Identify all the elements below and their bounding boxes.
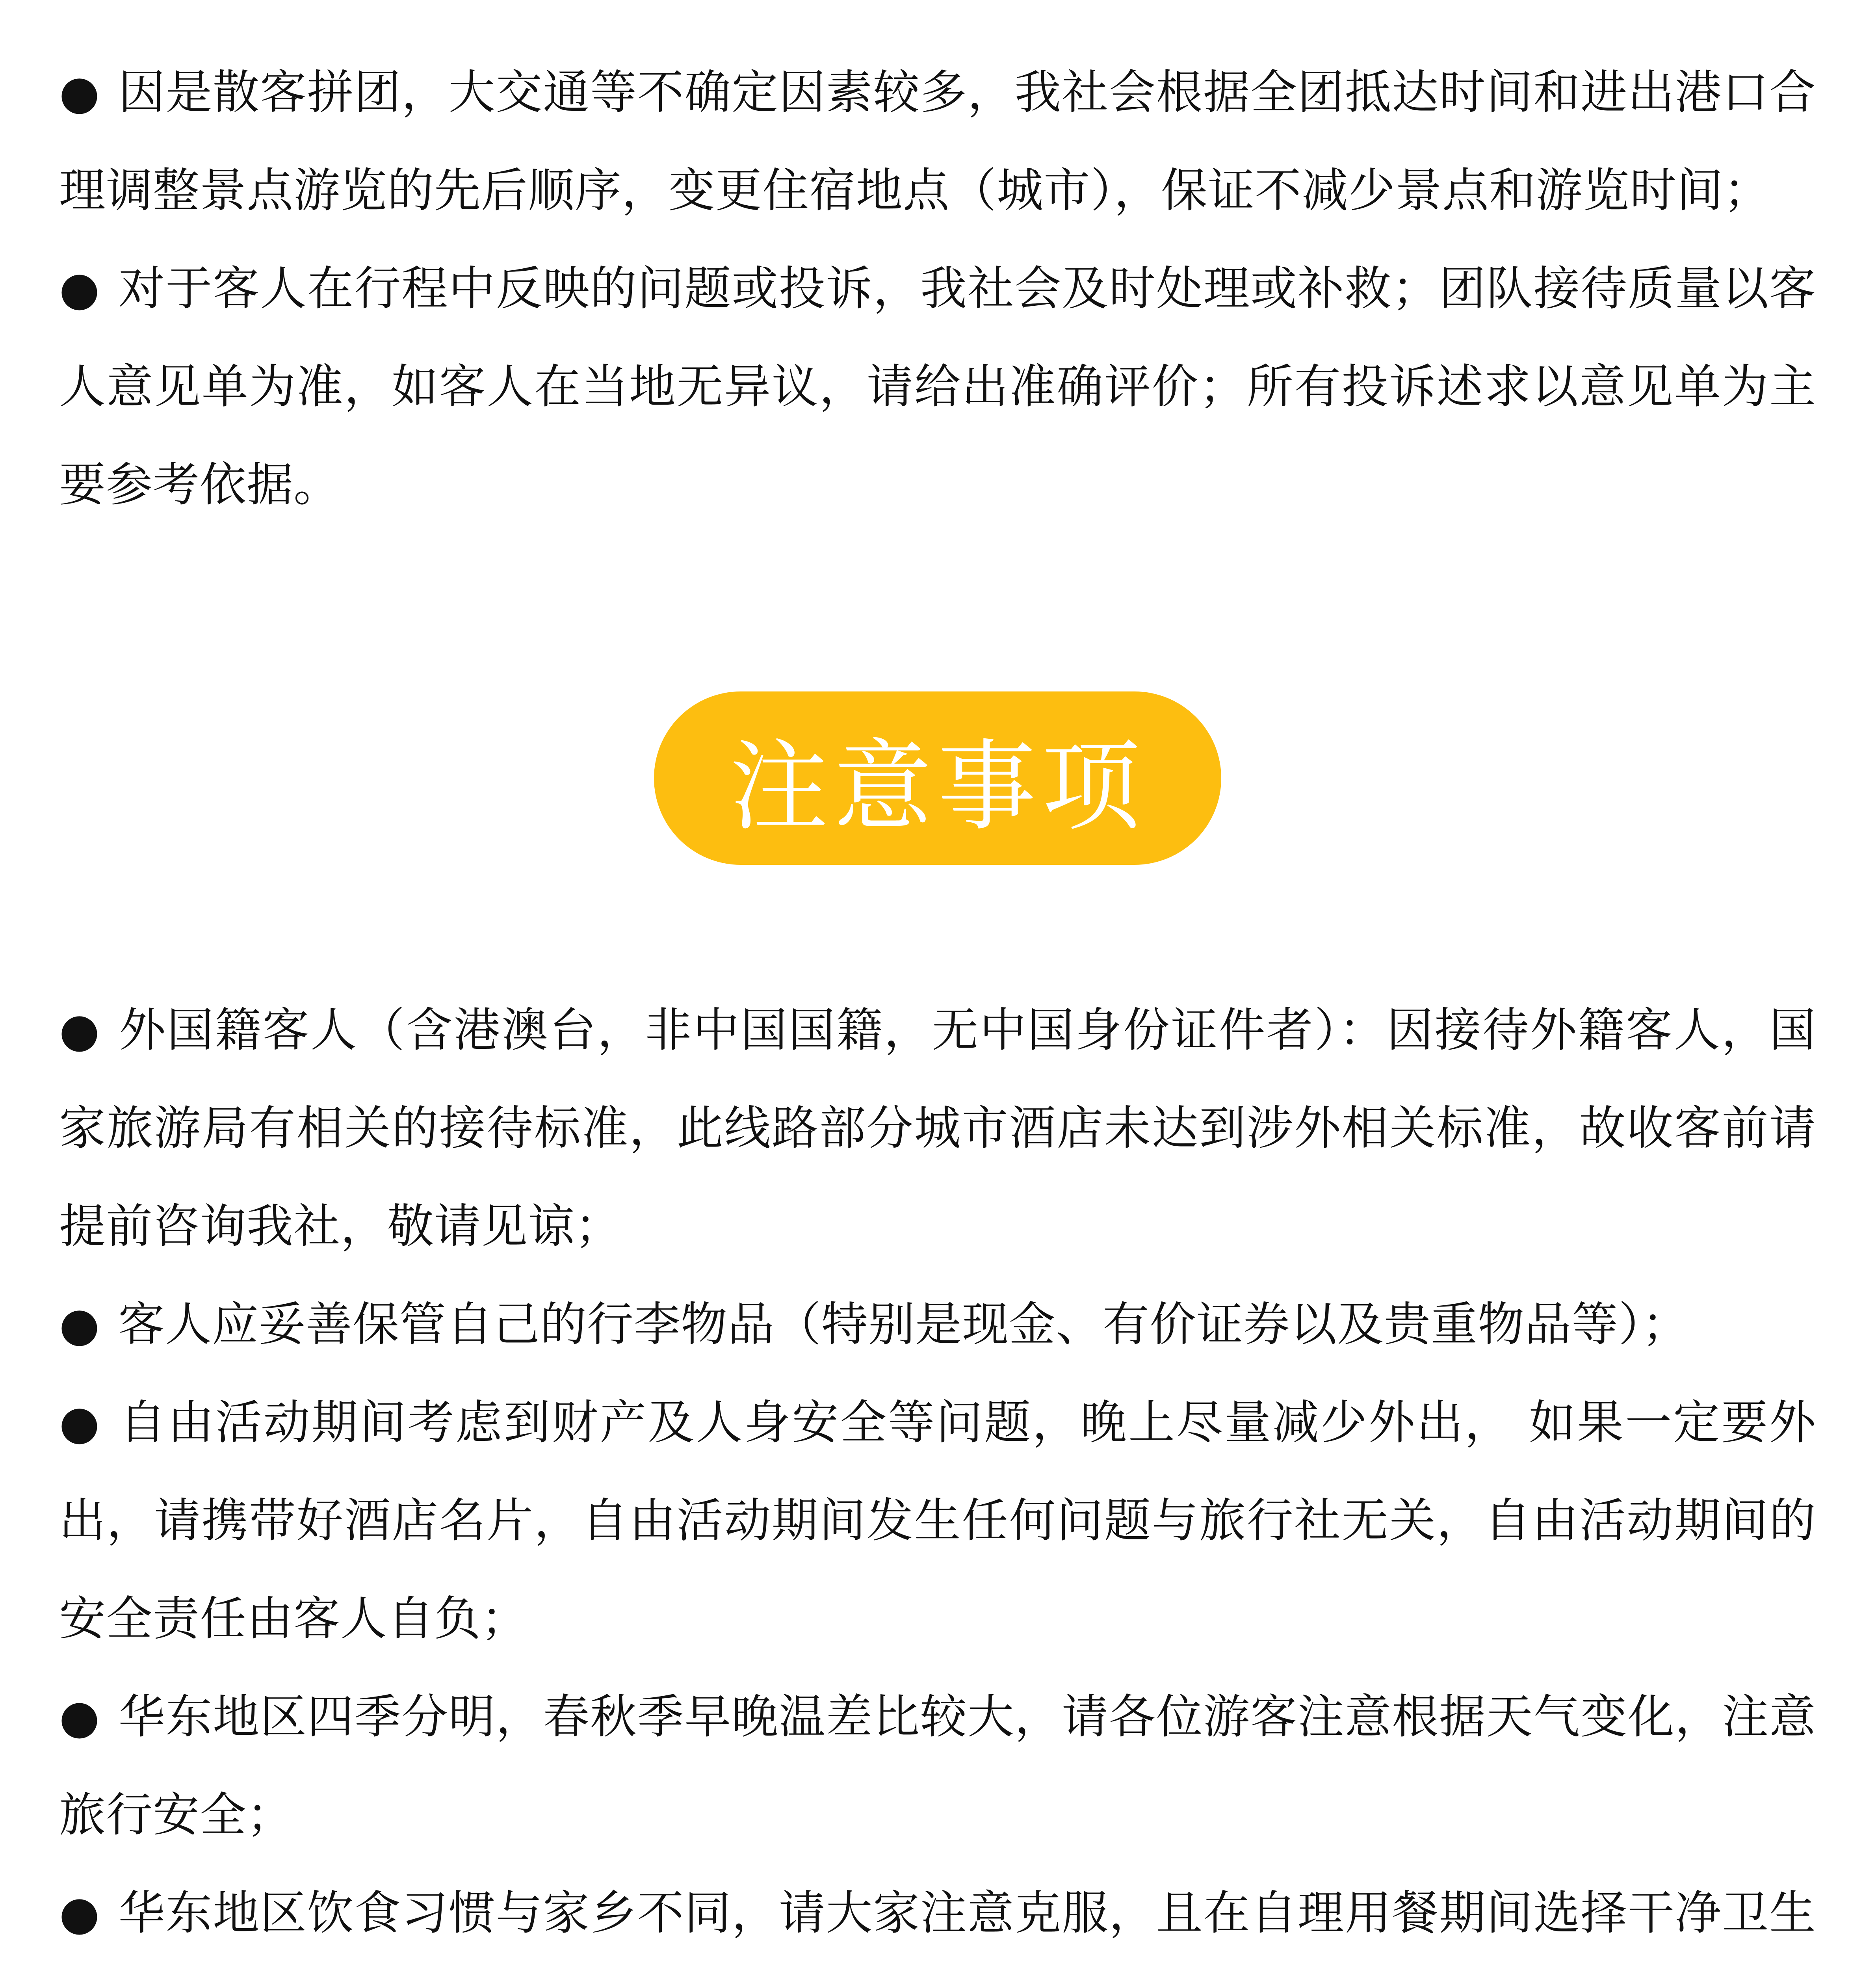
list-item — [59, 981, 1816, 1275]
bullet-icon: ● — [59, 1395, 100, 1450]
list-item-text: 华东地区四季分明，春秋季早晚温差比较大，请各位游客注意根据天气变化，注意旅行安全； — [59, 1689, 1816, 1842]
list-item — [59, 1864, 1816, 1970]
bullet-icon: ● — [59, 1297, 100, 1351]
list-item-text: 华东地区饮食习惯与家乡不同，请大家注意克服，且在自理用餐期间选择干净卫生 — [118, 1886, 1816, 1940]
list-item-text: 客人应妥善保管自己的行李物品（特别是现金、有价证券以及贵重物品等）； — [118, 1297, 1689, 1351]
heading-pill — [654, 691, 1221, 865]
list-item-text: 因是散客拼团，大交通等不确定因素较多，我社会根据全团抵达时间和进出港口合理调整景点游览的先后顺序，变更住宿地点（城市），保证不减少景点和游览时间； — [59, 65, 1816, 217]
heading-title: 注意事项 — [730, 729, 1146, 844]
list-item — [59, 240, 1816, 534]
notice-section — [59, 981, 1816, 1970]
list-item — [59, 1373, 1816, 1668]
list-item-text: 自由活动期间考虑到财产及人身安全等问题，晚上尽量减少外出， 如果一定要外出，请携带好酒店名片，自由活动期间发生任何问题与旅行社无关，自由活动期间的安全责任由客人自负； — [59, 1395, 1816, 1646]
section-heading — [654, 691, 1221, 865]
list-item-text: 对于客人在行程中反映的问题或投诉，我社会及时处理或补救；团队接待质量以客人意见单为准，如客人在当地无异议，请给出准确评价；所有投诉述求以意见单为主要参考依据。 — [59, 261, 1816, 512]
bullet-icon: ● — [59, 261, 100, 316]
bullet-icon: ● — [59, 1689, 100, 1744]
list-item — [59, 43, 1816, 240]
notice-list — [59, 981, 1816, 1970]
intro-section — [59, 43, 1816, 534]
list-item-text: 外国籍客人（含港澳台，非中国国籍，无中国身份证件者）：因接待外籍客人，国家旅游局有相关的接待标准，此线路部分城市酒店未达到涉外相关标准，故收客前请提前咨询我社，敬请见谅； — [59, 1003, 1816, 1253]
list-item — [59, 1275, 1816, 1373]
list-item — [59, 1668, 1816, 1864]
bullet-icon: ● — [59, 1886, 100, 1940]
bullet-icon: ● — [59, 65, 100, 119]
bullet-icon: ● — [59, 1003, 100, 1057]
intro-list — [59, 43, 1816, 534]
